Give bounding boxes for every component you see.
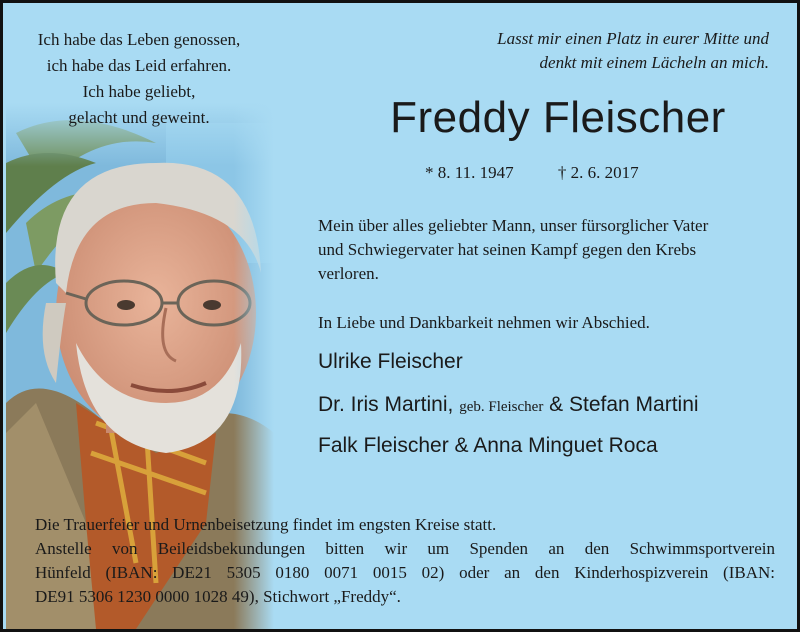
funeral-notice-line: Die Trauerfeier und Urnenbeisetzung findet im engsten Kreise statt. (35, 515, 497, 534)
mourner-son: Falk Fleischer & Anna Minguet Roca (318, 434, 658, 457)
quote-right-line: Lasst mir einen Platz in eurer Mitte und (497, 29, 769, 48)
life-dates (425, 163, 639, 183)
donation-line: Anstelle von Beileidsbekundungen bitten wir um Spenden an den Schwimmsportverein (35, 539, 775, 558)
death-date: † 2. 6. 2017 (557, 163, 639, 182)
obituary-text-line: und Schwiegervater hat seinen Kampf gegen den Krebs (318, 240, 697, 259)
quote-left-line: ich habe das Leid erfahren. (46, 56, 232, 75)
donation-line: Hünfeld (IBAN: DE21 5305 0180 0071 0015 02) oder an den Kinderhospizverein (IBAN: (35, 563, 775, 582)
farewell-line: In Liebe und Dankbarkeit nehmen wir Abschied. (318, 313, 650, 332)
obituary-text (318, 214, 788, 286)
quote-left (23, 27, 255, 131)
quote-left-line: gelacht und geweint. (68, 108, 210, 127)
obituary-text-line: verloren. (318, 264, 379, 283)
donation-line: DE91 5306 1230 0000 1028 49), Stichwort „Freddy“. (35, 587, 401, 606)
mourner-son-in-law: & Stefan Martini (549, 393, 699, 416)
mourner-daughter-maiden-name: geb. Fleischer (459, 399, 544, 415)
quote-left-line: Ich habe das Leben genossen, (37, 30, 241, 49)
mourner-daughter-name: Dr. Iris Martini, (318, 393, 454, 416)
funeral-notice (35, 513, 775, 609)
quote-left-line: Ich habe geliebt, (82, 82, 196, 101)
mourner-wife: Ulrike Fleischer (318, 350, 463, 373)
quote-right-line: denkt mit einem Lächeln an mich. (539, 53, 769, 72)
deceased-name: Freddy Fleischer (390, 93, 726, 142)
birth-date: * 8. 11. 1947 (425, 163, 514, 182)
quote-right (409, 27, 769, 75)
obituary-text-line: Mein über alles geliebter Mann, unser fürsorglicher Vater (318, 216, 709, 235)
mourner-daughter (318, 393, 699, 417)
